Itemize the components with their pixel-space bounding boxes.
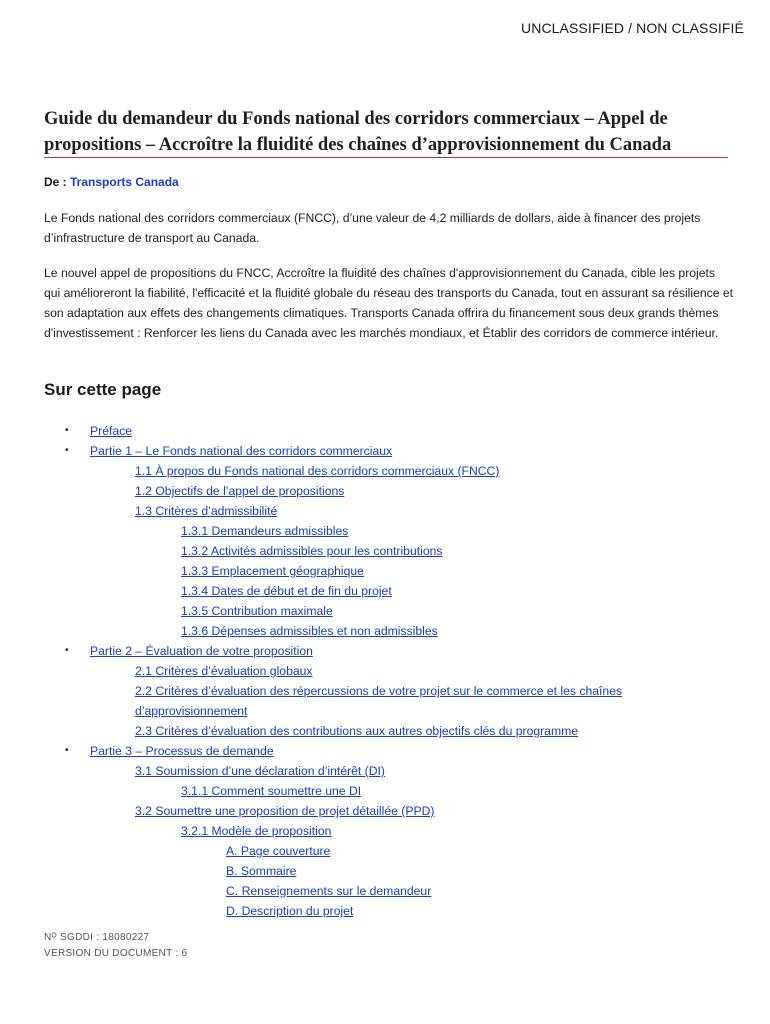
footer-version: VERSION DU DOCUMENT : 6 xyxy=(44,948,188,959)
toc-item xyxy=(0,781,770,801)
toc-link[interactable]: 2.3 Critères d’évaluation des contributions aux autres objectifs clés du programme xyxy=(135,724,579,738)
toc-item xyxy=(0,461,770,481)
toc-link[interactable]: Partie 3 – Processus de demande xyxy=(90,744,274,758)
toc-link[interactable]: 3.2 Soumettre une proposition de projet détaillée (PPD) xyxy=(135,804,435,818)
bullet-icon: • xyxy=(65,425,69,436)
toc-heading: Sur cette page xyxy=(44,380,162,399)
toc-link[interactable]: 2.2 Critères d’évaluation des répercussions de votre projet sur le commerce et les chaînes xyxy=(135,684,623,698)
toc-link[interactable]: 3.1.1 Comment soumettre une DI xyxy=(181,784,362,798)
document-title xyxy=(44,106,728,158)
document-footer xyxy=(44,930,187,962)
toc-link[interactable]: 1.1 À propos du Fonds national des corridors commerciaux (FNCC) xyxy=(135,464,500,478)
toc-item xyxy=(0,881,770,901)
toc-item xyxy=(0,501,770,521)
from-link-transports-canada[interactable]: Transports Canada xyxy=(70,175,179,189)
intro-paragraph-2: Le nouvel appel de propositions du FNCC, Accroître la fluidité des chaînes d'approvisionnement du Canada, cible les projets qui amélioreront la fiabilité, l'efficacité et la fluidité globale du réseau des transports du Canada, tout en assurant sa résilience et son adaptation aux effets des changements climatiques. Transports Canada offrira du financement sous deux grands thèmes d'investissement : Renforcer les liens du Canada avec les marchés mondiaux, et Établir des corridors de commerce intérieur. xyxy=(44,266,734,340)
toc-item xyxy=(0,581,770,601)
toc-link[interactable]: B. Sommaire xyxy=(226,864,297,878)
intro-paragraph-1: Le Fonds national des corridors commerciaux (FNCC), d’une valeur de 4,2 milliards de dollars, aide à financer des projets d’infrastructure de transport au Canada. xyxy=(44,211,701,245)
toc-item xyxy=(0,821,770,841)
toc-link[interactable]: 2.1 Critères d’évaluation globaux xyxy=(135,664,313,678)
toc-item xyxy=(0,801,770,821)
toc-link[interactable]: 1.3.2 Activités admissibles pour les contributions xyxy=(181,544,443,558)
toc-link[interactable]: 1.2 Objectifs de l’appel de propositions xyxy=(135,484,345,498)
toc-link[interactable]: 1.3.3 Emplacement géographique xyxy=(181,564,364,578)
footer-doc-number: Nᴼ SGDDI : 18080227 xyxy=(44,932,150,943)
toc-item xyxy=(0,541,770,561)
toc-item xyxy=(0,521,770,541)
toc-item xyxy=(0,901,770,921)
toc-item xyxy=(0,681,770,701)
toc-link[interactable]: C. Renseignements sur le demandeur xyxy=(226,884,432,898)
title-divider xyxy=(44,157,728,158)
table-of-contents xyxy=(0,421,770,921)
toc-link[interactable]: A. Page couverture xyxy=(226,844,331,858)
toc-link[interactable]: 1.3.6 Dépenses admissibles et non admissibles xyxy=(181,624,438,638)
from-label: De : xyxy=(44,175,67,189)
from-line xyxy=(44,175,179,189)
toc-link[interactable]: 3.2.1 Modèle de proposition xyxy=(181,824,332,838)
toc-link[interactable]: 1.3 Critères d’admissibilité xyxy=(135,504,278,518)
toc-item xyxy=(0,721,770,741)
bullet-icon: • xyxy=(65,645,69,656)
toc-item xyxy=(0,861,770,881)
toc-item xyxy=(0,441,770,461)
toc-link[interactable]: D. Description du projet xyxy=(226,904,354,918)
toc-link[interactable]: Partie 2 – Évaluation de votre proposition xyxy=(90,644,313,658)
bullet-icon: • xyxy=(65,745,69,756)
toc-link[interactable]: 1.3.5 Contribution maximale xyxy=(181,604,333,618)
toc-item xyxy=(0,481,770,501)
toc-link[interactable]: 1.3.4 Dates de début et de fin du projet xyxy=(181,584,392,598)
toc-item xyxy=(0,661,770,681)
classification-marking: UNCLASSIFIED / NON CLASSIFIÉ xyxy=(521,20,744,36)
toc-link[interactable]: Partie 1 – Le Fonds national des corridors commerciaux xyxy=(90,444,393,458)
toc-item xyxy=(0,561,770,581)
document-title-line-2: propositions – Accroître la fluidité des chaînes d’approvisionnement du Canada xyxy=(44,135,672,155)
bullet-icon: • xyxy=(65,445,69,456)
document-title-line-1: Guide du demandeur du Fonds national des corridors commerciaux – Appel de xyxy=(44,109,668,129)
toc-item xyxy=(0,761,770,781)
toc-link[interactable]: 3.1 Soumission d’une déclaration d’intérêt (DI) xyxy=(135,764,385,778)
toc-link[interactable]: Préface xyxy=(90,424,133,438)
toc-item xyxy=(0,601,770,621)
toc-link[interactable]: d’approvisionnement xyxy=(135,704,248,718)
toc-item xyxy=(0,421,770,441)
toc-item xyxy=(0,621,770,641)
toc-item xyxy=(0,641,770,661)
toc-link[interactable]: 1.3.1 Demandeurs admissibles xyxy=(181,524,349,538)
toc-item xyxy=(0,701,770,721)
toc-item xyxy=(0,741,770,761)
toc-item xyxy=(0,841,770,861)
